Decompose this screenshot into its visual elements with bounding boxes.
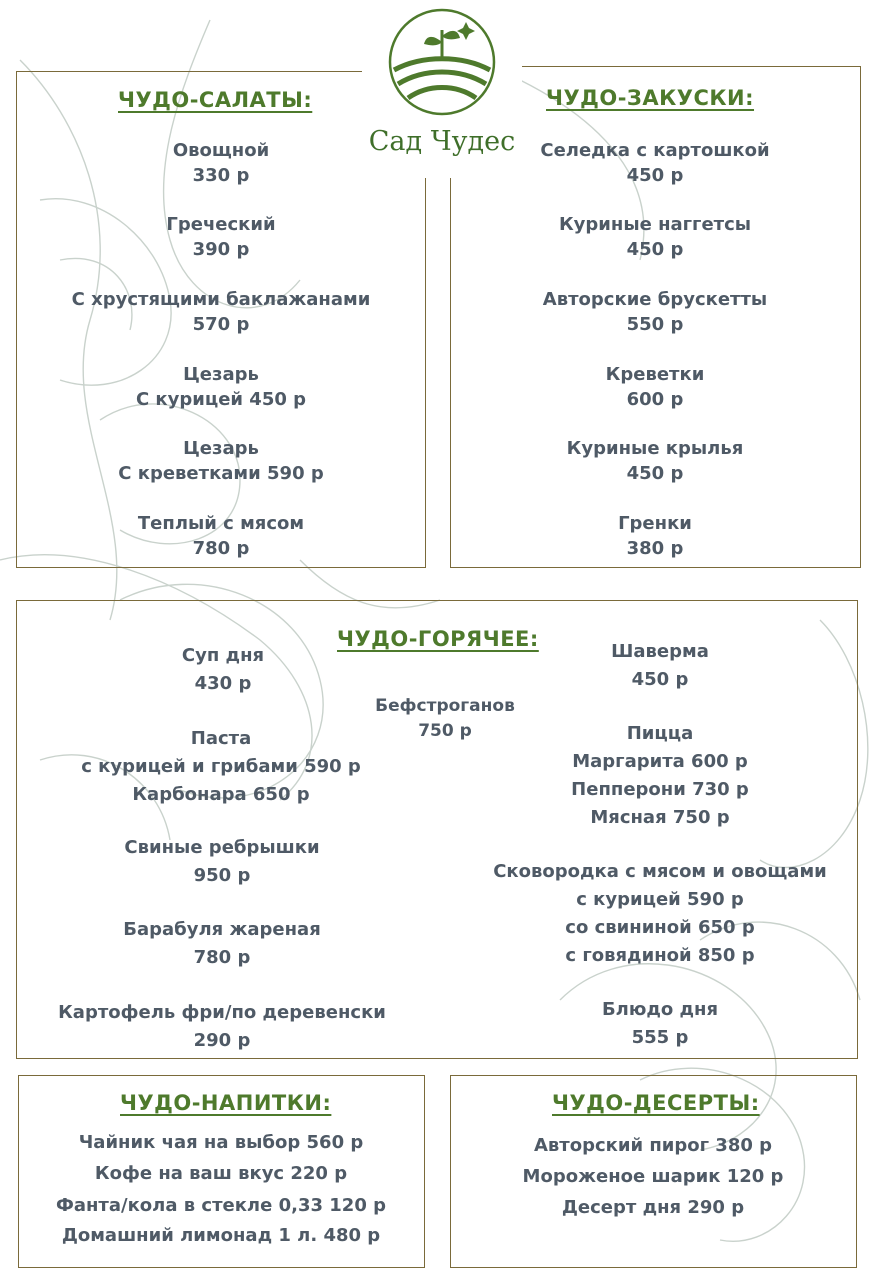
- drink-item: Домашний лимонад 1 л. 480 р: [61, 1225, 381, 1246]
- hot-shawarma: Шаверма 450 р: [611, 641, 709, 690]
- hot-dish-of-day: Блюдо дня 555 р: [601, 999, 719, 1048]
- drink-item: Кофе на ваш вкус 220 р: [94, 1163, 348, 1184]
- salad-item: Цезарь С курицей 450 р: [135, 364, 307, 410]
- salad-item: Овощной 330 р: [172, 140, 270, 186]
- salads-heading: ЧУДО-САЛАТЫ:: [118, 88, 313, 112]
- snacks-heading: ЧУДО-ЗАКУСКИ:: [546, 86, 755, 110]
- snack-item: Авторские брускетты 550 р: [542, 289, 768, 335]
- snack-item: Селедка с картошкой 450 р: [540, 140, 770, 186]
- dessert-item: Мороженое шарик 120 р: [522, 1166, 784, 1187]
- drink-item: Фанта/кола в стекле 0,33 120 р: [55, 1195, 386, 1216]
- drinks-heading: ЧУДО-НАПИТКИ:: [120, 1091, 332, 1115]
- salad-item: Греческий 390 р: [166, 214, 276, 260]
- hot-fries: Картофель фри/по деревенски 290 р: [58, 1002, 386, 1051]
- salad-item: С хрустящими баклажанами 570 р: [71, 289, 371, 335]
- snack-item: Куриные наггетсы 450 р: [558, 214, 752, 260]
- hot-pasta: Паста с курицей и грибами 590 р Карбонара 650 р: [81, 728, 361, 805]
- salad-item: Теплый с мясом 780 р: [137, 513, 305, 559]
- hot-fish: Барабуля жареная 780 р: [123, 919, 321, 968]
- dessert-item: Авторский пирог 380 р: [533, 1135, 773, 1156]
- dessert-item: Десерт дня 290 р: [561, 1197, 745, 1218]
- drink-item: Чайник чая на выбор 560 р: [78, 1132, 364, 1153]
- snack-item: Гренки 380 р: [618, 513, 692, 559]
- hot-stroganoff: Бефстроганов 750 р: [375, 696, 515, 741]
- brand-name: Сад Чудес: [368, 126, 516, 157]
- hot-soup: Суп дня 430 р: [181, 645, 265, 694]
- hot-heading: ЧУДО-ГОРЯЧЕЕ:: [337, 627, 539, 651]
- snack-item: Креветки 600 р: [605, 364, 705, 410]
- hot-ribs: Свиные ребрышки 950 р: [124, 837, 320, 886]
- snack-item: Куриные крылья 450 р: [566, 438, 744, 484]
- desserts-heading: ЧУДО-ДЕСЕРТЫ:: [552, 1091, 760, 1115]
- garden-logo-icon: [362, 0, 522, 120]
- hot-pizza: Пицца Маргарита 600 р Пепперони 730 р Мясная 750 р: [571, 723, 749, 828]
- salad-item: Цезарь С креветками 590 р: [118, 438, 324, 484]
- hot-pan: Сковородка с мясом и овощами с курицей 590 р со свининой 650 р с говядиной 850 р: [493, 861, 827, 966]
